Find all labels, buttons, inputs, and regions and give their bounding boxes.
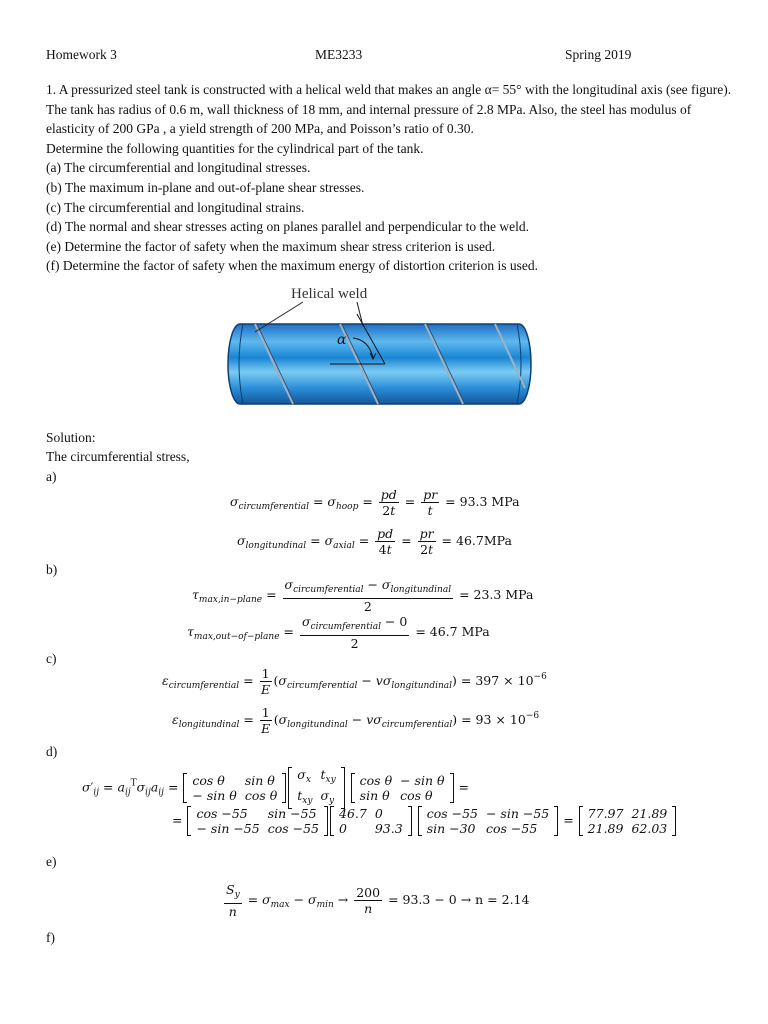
part-f-label: f) bbox=[46, 930, 55, 945]
result-matrix-cell: 62.03 bbox=[631, 821, 668, 836]
problem-part-a: (a) The circumferential and longitudinal stresses. bbox=[46, 160, 311, 176]
circ-strain-result: = 397 × 10 bbox=[460, 673, 534, 688]
part-a-label: a) bbox=[46, 469, 57, 484]
hoop-stress-equation: $\sigma_{circumferential} = \sigma_{hoop}$ = $\frac{pd}{2t}$ = $\frac{pr}{t}$ = 93.3 MPa bbox=[230, 487, 520, 518]
axial-stress-result: = 46.7MPa bbox=[441, 533, 512, 548]
hoop-stress-result: = 93.3 MPa bbox=[445, 494, 520, 509]
part-b-label: b) bbox=[46, 562, 58, 577]
outplane-shear-equation: $\tau_{max,out-of-plane}$ = $\frac{\sigma_{circumferential} - 0}{2}$ = 46.7 MPa bbox=[187, 614, 490, 651]
problem-part-e: (e) Determine the factor of safety when the maximum shear stress criterion is used. bbox=[46, 238, 496, 254]
result-matrix-cell: 21.89 bbox=[587, 821, 624, 836]
part-c-label: c) bbox=[46, 651, 57, 666]
stress-matrix-cell: 93.3 bbox=[374, 821, 403, 836]
safety-numerator: 200 bbox=[356, 885, 381, 900]
circ-strain-equation: $\varepsilon_{circumferential}$ = $\frac{1}{E}$ $(\sigma_{circumferential} - v\sigma_{longitundinal}) = 397 \times 10^{-6}$ bbox=[162, 666, 547, 697]
result-matrix-cell: 77.97 bbox=[587, 806, 624, 821]
result-matrix-cell: 21.89 bbox=[631, 806, 668, 821]
problem-part-d: (d) The normal and shear stresses acting on planes parallel and perpendicular to the weld. bbox=[46, 219, 529, 235]
long-strain-result: = 93 × 10 bbox=[461, 712, 526, 727]
result-matrix bbox=[579, 806, 677, 836]
header-term: Spring 2019 bbox=[565, 47, 632, 62]
inplane-shear-result: = 23.3 MPa bbox=[459, 587, 534, 602]
transformation-numeric: = cos −55 sin −55 − sin −55 cos −55 46.7 0 0 93.3 cos −55 − sin −55 sin −30 cos −55 = 77.97 21.89 21.89 62.03 bbox=[172, 806, 677, 836]
inplane-shear-equation: $\tau_{max,in-plane}$ = $\frac{\sigma_{circumferential} - \sigma_{longitundinal}}{2}$ = 23.3 MPa bbox=[192, 577, 534, 614]
problem-part-b: (b) The maximum in-plane and out-of-plane shear stresses. bbox=[46, 179, 365, 195]
axial-stress-equation: $\sigma_{longitundinal} = \sigma_{axial}$ = $\frac{pd}{4t}$ = $\frac{pr}{2t}$ = 46.7MPa bbox=[237, 526, 512, 557]
transformation-equation: $\sigma'_{ij} = a_{ij}^T\sigma_{ij}a_{ij}$ = cos θ sin θ − sin θ cos θ $\sigma_x$ $t_{xy}$ $t_{xy}$ $\sigma_y$ cos θ − sin θ sin θ cos θ = bbox=[82, 767, 469, 809]
weld-label: Helical weld bbox=[291, 286, 368, 302]
long-strain-equation: $\varepsilon_{longitundinal}$ = $\frac{1}{E}$ $(\sigma_{longitundinal} - v\sigma_{circumferential}) = 93 \times 10^{-6}$ bbox=[172, 705, 540, 736]
problem-statement bbox=[46, 80, 736, 276]
problem-part-c: (c) The circumferential and longitudinal strains. bbox=[46, 199, 305, 215]
stress-matrix-cell: 0 bbox=[374, 806, 383, 821]
stress-matrix-cell: 0 bbox=[339, 821, 347, 836]
outplane-shear-result: = 46.7 MPa bbox=[415, 624, 490, 639]
angle-label: α bbox=[337, 332, 347, 348]
tank-figure bbox=[225, 280, 535, 410]
long-strain-exponent: −6 bbox=[525, 711, 540, 721]
stress-matrix-cell: 46.7 bbox=[339, 806, 367, 821]
stress-matrix bbox=[330, 806, 412, 836]
problem-intro: 1. A pressurized steel tank is constructed with a helical weld that makes an angle α= 55° with the longitudinal axis (see figure). The tank has radius of 0.6 m, wall thickness of 18 mm, and internal pressure of 2.8 MPa. Also, the steel has modulus of elasticity of 200 GPa , a yield strength of 200 MPa, and Poisson’s ratio of 0.30. bbox=[46, 82, 732, 137]
solution-intro: The circumferential stress, bbox=[46, 449, 190, 464]
circ-strain-exponent: −6 bbox=[533, 672, 547, 682]
part-d-label: d) bbox=[46, 744, 58, 759]
header-course-code: ME3233 bbox=[315, 47, 363, 62]
part-e-label: e) bbox=[46, 854, 57, 869]
solution-title: Solution: bbox=[46, 430, 96, 445]
safety-result: = 93.3 − 0 → n = 2.14 bbox=[388, 892, 530, 907]
header-course-hw: Homework 3 bbox=[46, 47, 117, 62]
problem-part-f: (f) Determine the factor of safety when the maximum energy of distortion criterion is used. bbox=[46, 258, 538, 274]
factor-of-safety-equation: $\frac{S_y}{n}$ = $\sigma_{max} - \sigma_{min}$ → $\frac{200}{n}$ = 93.3 − 0 → n = 2.14 bbox=[226, 882, 530, 919]
problem-determine: Determine the following quantities for the cylindrical part of the tank. bbox=[46, 140, 424, 156]
